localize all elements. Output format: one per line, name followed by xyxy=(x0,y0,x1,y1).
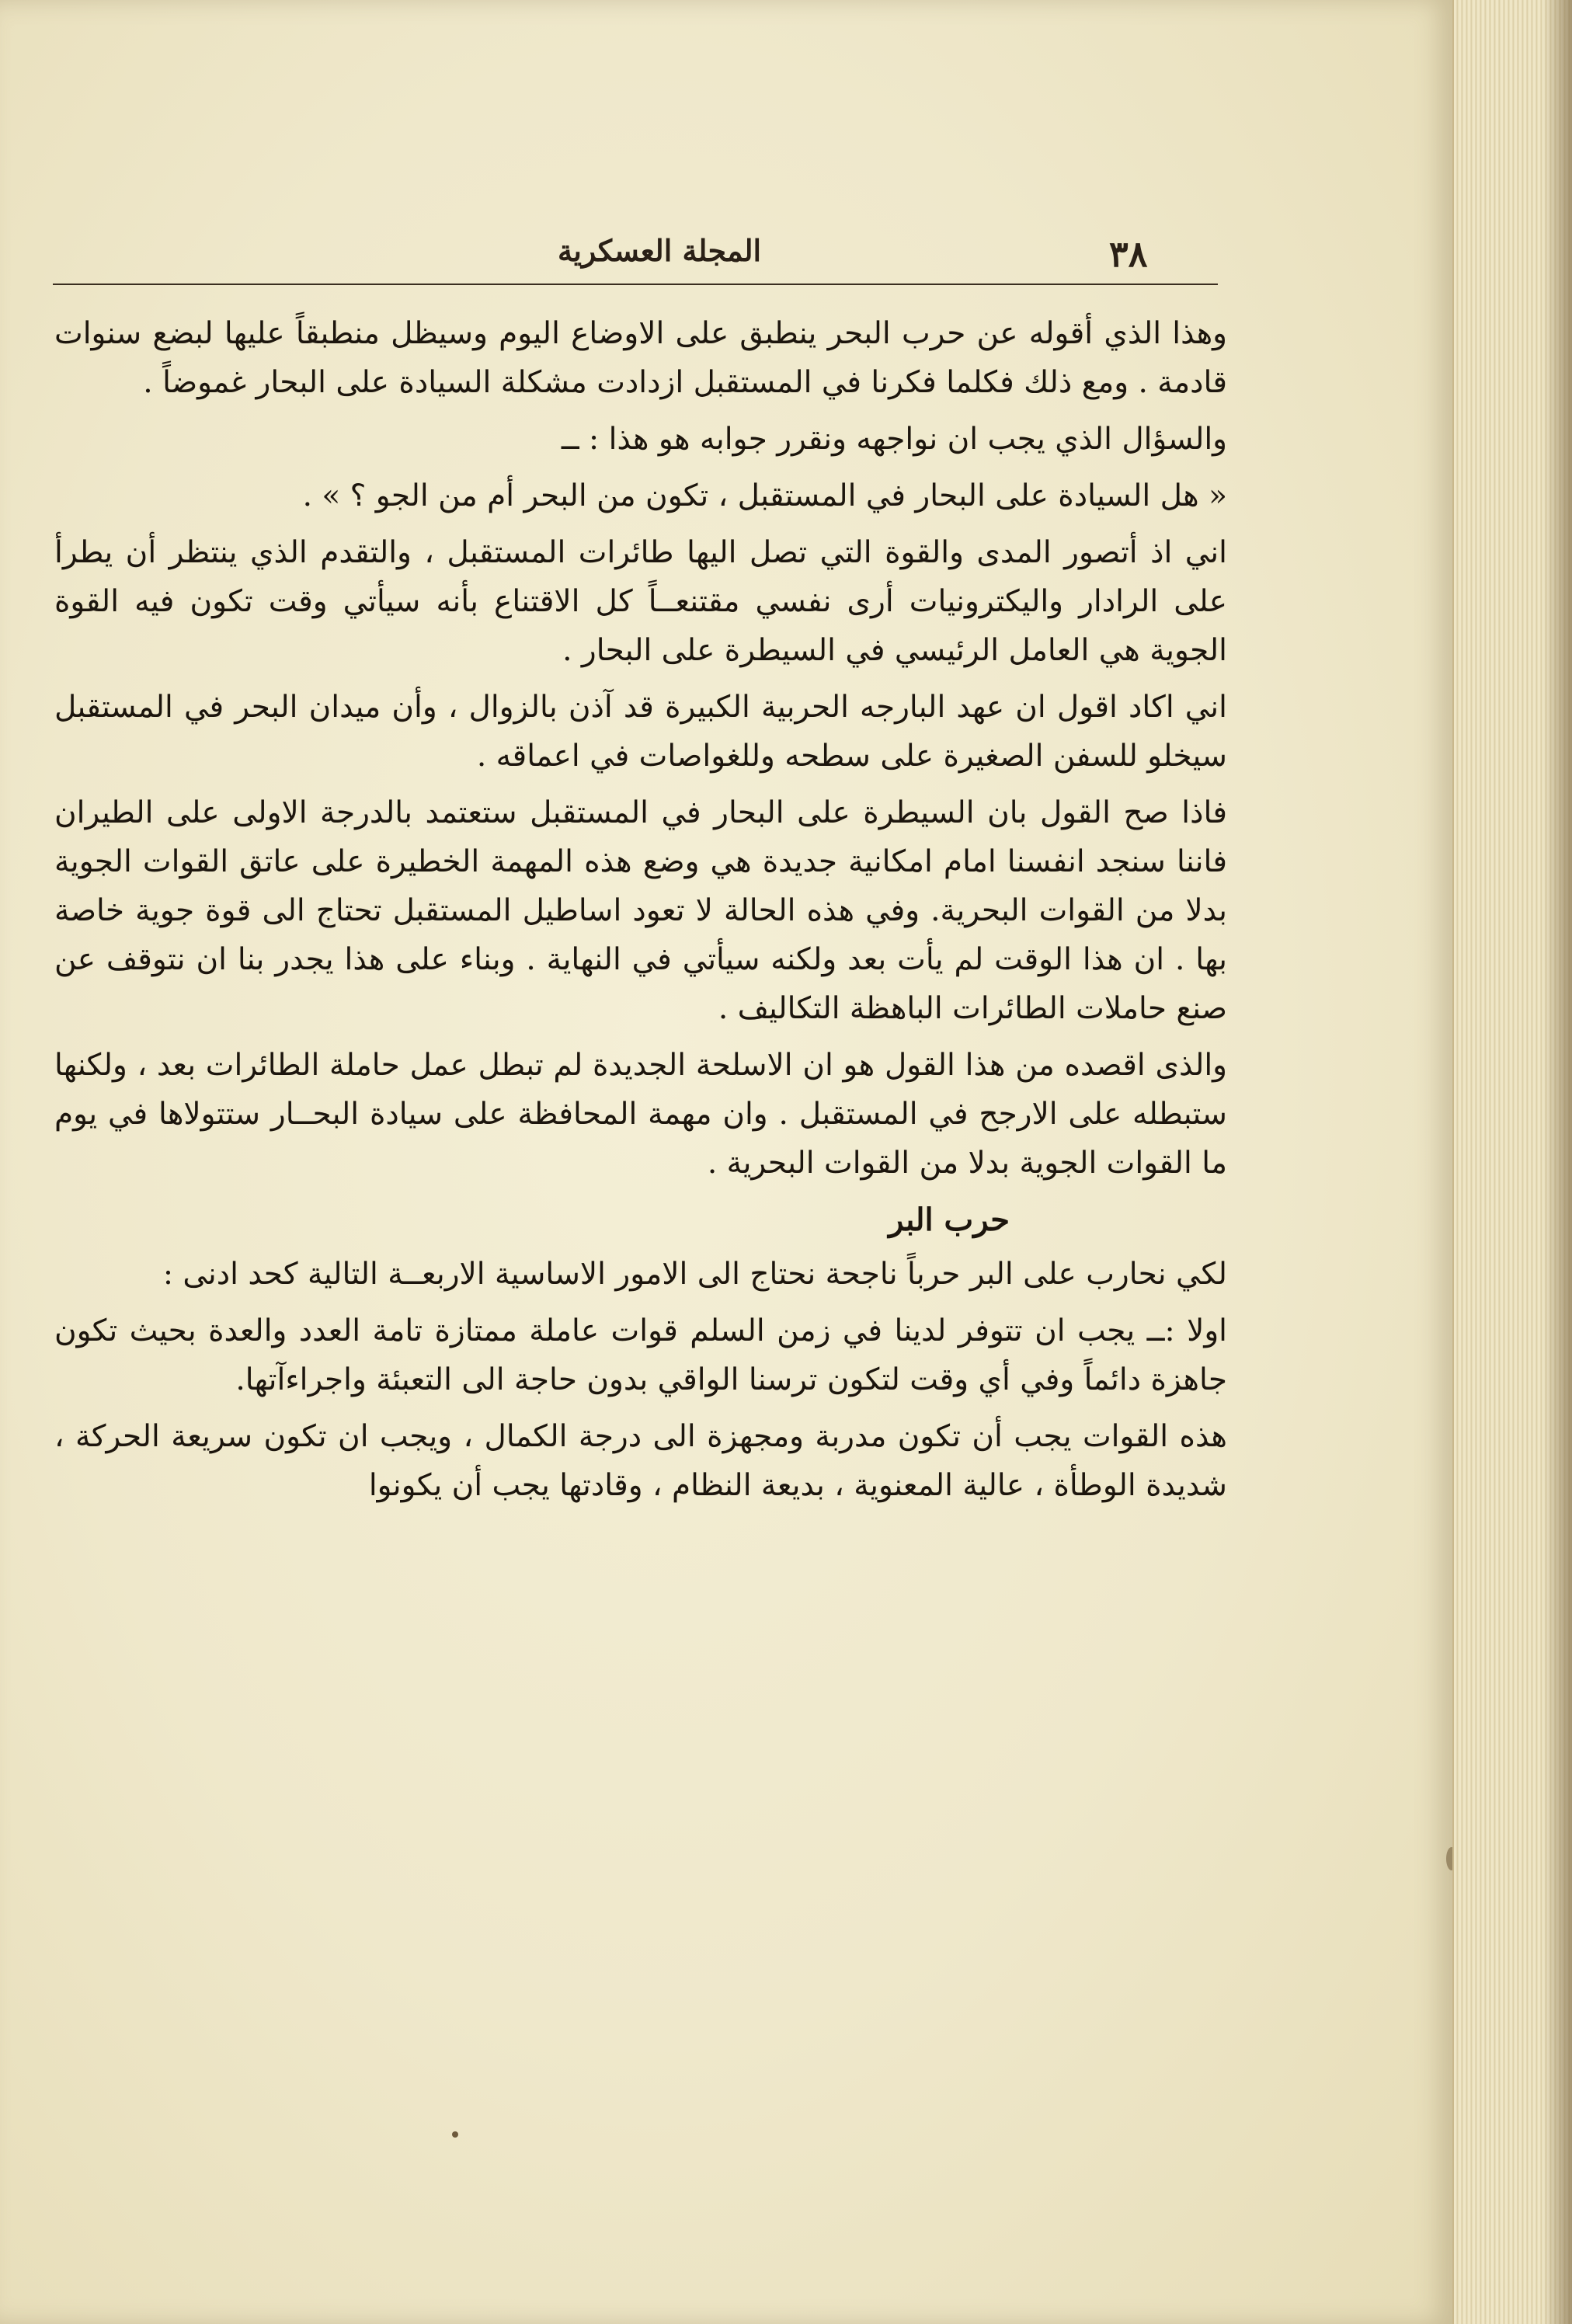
paragraph: اني اكاد اقول ان عهد البارجه الحربية الكبيرة قد آذن بالزوال ، وأن ميدان البحر في المستقبل سيخلو للسفن الصغيرة على سطحه وللغواصات في اعماقه . xyxy=(54,690,1227,774)
page-number: ٣٨ xyxy=(1109,233,1148,275)
body-text xyxy=(54,309,1227,1518)
paragraph: وهذا الذي أقوله عن حرب البحر ينطبق على الاوضاع اليوم وسيظل منطبقاً عليها لبضع سنوات قادمة . ومع ذلك فكلما فكرنا في المستقبل ازدادت مشكلة السيادة على البحار غموضاً . xyxy=(54,316,1227,400)
paragraph: فاذا صح القول بان السيطرة على البحار في المستقبل ستعتمد بالدرجة الاولى على الطيران فاننا سنجد انفسنا امام امكانية جديدة هي وضع هذه المهمة الخطيرة على عاتق القوات الجوية بدلا من القوات البحرية. وفي هذه الحالة لا تعود اساطيل المستقبل تحتاج الى قوة جوية خاصة بها . ان هذا الوقت لم يأت بعد ولكنه سيأتي في النهاية . وبناء على هذا يجدر بنا ان نتوقف عن صنع حاملات الطائرات الباهظة التكاليف . xyxy=(54,795,1227,1026)
paragraph: اني اذ أتصور المدى والقوة التي تصل اليها طائرات المستقبل ، والتقدم الذي ينتظر أن يطرأ على الرادار واليكترونيات أرى نفسي مقتنعــاً كل الاقتناع بأنه سيأتي وقت تكون فيه القوة الجوية هي العامل الرئيسي في السيطرة على البحار . xyxy=(54,535,1227,668)
paragraph: « هل السيادة على البحار في المستقبل ، تكون من البحر أم من الجو ؟ » . xyxy=(302,478,1227,513)
book-page-edges xyxy=(1452,0,1572,2324)
page-header xyxy=(53,233,1218,280)
section-heading: حرب البر xyxy=(889,1202,1010,1238)
running-head: المجلة العسكرية xyxy=(558,233,762,268)
header-rule xyxy=(53,284,1218,285)
paragraph: هذه القوات يجب أن تكون مدربة ومجهزة الى درجة الكمال ، ويجب ان تكون سريعة الحركة ، شديدة الوطأة ، عالية المعنوية ، بديعة النظام ، وقادتها يجب أن يكونوا xyxy=(54,1419,1227,1503)
ink-speck xyxy=(452,2131,458,2138)
paragraph: لكي نحارب على البر حرباً ناجحة نحتاج الى الامور الاساسية الاربعــة التالية كحد ادنى : xyxy=(162,1257,1227,1292)
paragraph: والسؤال الذي يجب ان نواجهه ونقرر جوابه هو هذا : ــ xyxy=(561,422,1227,457)
paragraph: اولا :ــ يجب ان تتوفر لدينا في زمن السلم قوات عاملة ممتازة تامة العدد والعدة بحيث تكون جاهزة دائماً وفي أي وقت لتكون ترسنا الواقي بدون حاجة الى التعبئة واجراءآتها. xyxy=(54,1313,1227,1397)
paragraph: والذى اقصده من هذا القول هو ان الاسلحة الجديدة لم تبطل عمل حاملة الطائرات بعد ، ولكنها ستبطله على الارجح في المستقبل . وان مهمة المحافظة على سيادة البحــار ستتولاها في يوم ما القوات الجوية بدلا من القوات البحرية . xyxy=(54,1048,1227,1181)
